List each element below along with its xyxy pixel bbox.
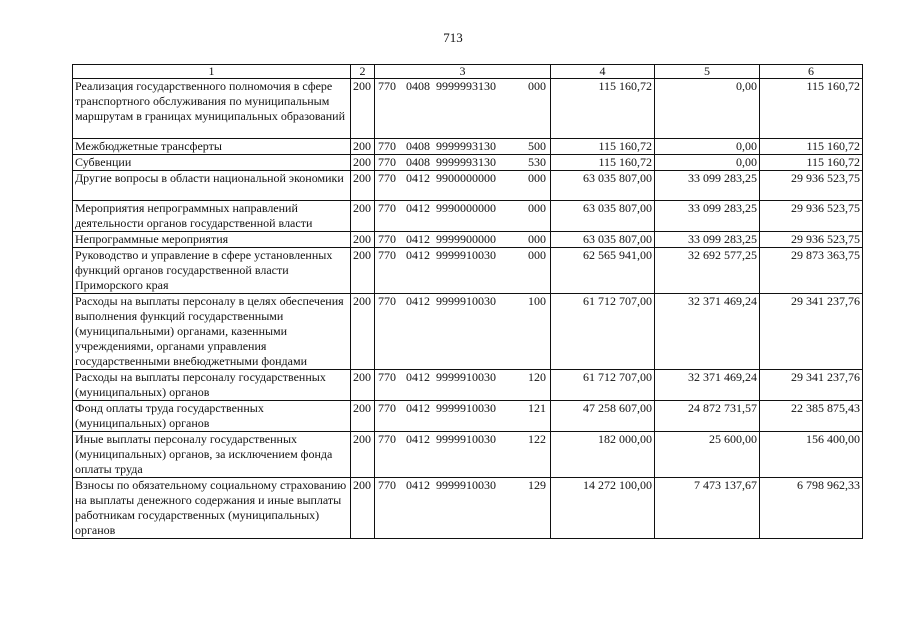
- row-ministry-code: 200: [351, 401, 375, 432]
- column-header: 4: [551, 65, 655, 79]
- row-classification-code: [375, 232, 551, 248]
- column-header: 5: [655, 65, 760, 79]
- row-subsection-code: 0408: [406, 79, 430, 93]
- row-ministry-code: 200: [351, 432, 375, 478]
- budget-table: [72, 64, 863, 539]
- row-ministry-code: 200: [351, 370, 375, 401]
- row-value-col4: 63 035 807,00: [551, 201, 655, 232]
- row-value-col6: 29 341 237,76: [760, 294, 863, 370]
- row-section-code: 770: [378, 201, 396, 215]
- row-value-col6: 29 936 523,75: [760, 171, 863, 201]
- row-kind-code: 530: [528, 155, 546, 169]
- column-header: 6: [760, 65, 863, 79]
- row-value-col5: 24 872 731,57: [655, 401, 760, 432]
- row-value-col6: 115 160,72: [760, 139, 863, 155]
- row-target-code: 9999910030: [436, 294, 496, 308]
- row-value-col5: 32 692 577,25: [655, 248, 760, 294]
- row-value-col6: 115 160,72: [760, 155, 863, 171]
- row-name: Субвенции: [73, 155, 351, 171]
- row-name: Взносы по обязательному социальному страхованию на выплаты денежного содержания и иные выплаты работникам государственных (муниципальных) органов: [73, 478, 351, 539]
- row-section-code: 770: [378, 232, 396, 246]
- table-row: [73, 155, 863, 171]
- row-value-col4: 115 160,72: [551, 155, 655, 171]
- row-classification-code: [375, 294, 551, 370]
- row-section-code: 770: [378, 248, 396, 262]
- table-row: [73, 139, 863, 155]
- row-value-col6: 156 400,00: [760, 432, 863, 478]
- row-value-col4: 14 272 100,00: [551, 478, 655, 539]
- row-value-col6: 6 798 962,33: [760, 478, 863, 539]
- row-target-code: 9999910030: [436, 248, 496, 262]
- row-subsection-code: 0412: [406, 370, 430, 384]
- table-row: [73, 478, 863, 539]
- row-name: Реализация государственного полномочия в сфере транспортного обслуживания по муниципальным маршрутам в границах муниципальных образований: [73, 79, 351, 139]
- table-row: [73, 370, 863, 401]
- row-value-col6: 115 160,72: [760, 79, 863, 139]
- row-classification-code: [375, 248, 551, 294]
- row-classification-code: [375, 370, 551, 401]
- row-section-code: 770: [378, 79, 396, 93]
- row-name: Другие вопросы в области национальной экономики: [73, 171, 351, 201]
- row-subsection-code: 0412: [406, 294, 430, 308]
- row-value-col5: 32 371 469,24: [655, 370, 760, 401]
- row-target-code: 9999900000: [436, 232, 496, 246]
- column-header: 2: [351, 65, 375, 79]
- row-target-code: 9999910030: [436, 478, 496, 492]
- row-subsection-code: 0408: [406, 139, 430, 153]
- row-value-col5: 25 600,00: [655, 432, 760, 478]
- row-subsection-code: 0412: [406, 478, 430, 492]
- row-name: Расходы на выплаты персоналу в целях обеспечения выполнения функций государственными (муниципальными) органами, казенными учреждениями, органами управления государственными внебюджетными фондами: [73, 294, 351, 370]
- row-value-col4: 61 712 707,00: [551, 370, 655, 401]
- row-kind-code: 000: [528, 201, 546, 215]
- row-value-col5: 33 099 283,25: [655, 201, 760, 232]
- row-subsection-code: 0412: [406, 232, 430, 246]
- page-number: 713: [443, 30, 463, 45]
- row-value-col4: 115 160,72: [551, 139, 655, 155]
- row-section-code: 770: [378, 171, 396, 185]
- row-kind-code: 122: [528, 432, 546, 446]
- row-value-col6: 29 936 523,75: [760, 201, 863, 232]
- column-header: 1: [73, 65, 351, 79]
- row-value-col4: 63 035 807,00: [551, 171, 655, 201]
- row-subsection-code: 0412: [406, 171, 430, 185]
- row-kind-code: 000: [528, 171, 546, 185]
- table-row: [73, 248, 863, 294]
- row-value-col4: 63 035 807,00: [551, 232, 655, 248]
- row-value-col5: 0,00: [655, 139, 760, 155]
- row-kind-code: 100: [528, 294, 546, 308]
- row-name: Межбюджетные трансферты: [73, 139, 351, 155]
- row-kind-code: 120: [528, 370, 546, 384]
- row-value-col5: 32 371 469,24: [655, 294, 760, 370]
- row-classification-code: [375, 79, 551, 139]
- row-target-code: 9900000000: [436, 171, 496, 185]
- row-value-col4: 115 160,72: [551, 79, 655, 139]
- row-value-col5: 0,00: [655, 79, 760, 139]
- row-subsection-code: 0408: [406, 155, 430, 169]
- row-kind-code: 000: [528, 232, 546, 246]
- row-kind-code: 121: [528, 401, 546, 415]
- row-section-code: 770: [378, 478, 396, 492]
- row-subsection-code: 0412: [406, 432, 430, 446]
- row-classification-code: [375, 401, 551, 432]
- row-classification-code: [375, 201, 551, 232]
- row-kind-code: 129: [528, 478, 546, 492]
- row-target-code: 9999993130: [436, 79, 496, 93]
- row-kind-code: 500: [528, 139, 546, 153]
- row-ministry-code: 200: [351, 139, 375, 155]
- row-name: Руководство и управление в сфере установленных функций органов государственной власти Приморского края: [73, 248, 351, 294]
- row-value-col5: 33 099 283,25: [655, 232, 760, 248]
- table-row: [73, 201, 863, 232]
- row-value-col6: 29 873 363,75: [760, 248, 863, 294]
- row-name: Мероприятия непрограммных направлений деятельности органов государственной власти: [73, 201, 351, 232]
- row-section-code: 770: [378, 139, 396, 153]
- row-value-col5: 0,00: [655, 155, 760, 171]
- row-ministry-code: 200: [351, 155, 375, 171]
- row-kind-code: 000: [528, 79, 546, 93]
- row-target-code: 9999910030: [436, 432, 496, 446]
- row-kind-code: 000: [528, 248, 546, 262]
- column-header: 3: [375, 65, 551, 79]
- row-subsection-code: 0412: [406, 201, 430, 215]
- row-classification-code: [375, 171, 551, 201]
- row-classification-code: [375, 432, 551, 478]
- row-target-code: 9999993130: [436, 139, 496, 153]
- row-value-col6: 29 936 523,75: [760, 232, 863, 248]
- row-name: Иные выплаты персоналу государственных (муниципальных) органов, за исключением фонда оплаты труда: [73, 432, 351, 478]
- row-name: Фонд оплаты труда государственных (муниципальных) органов: [73, 401, 351, 432]
- table-row: [73, 432, 863, 478]
- row-ministry-code: 200: [351, 171, 375, 201]
- row-subsection-code: 0412: [406, 401, 430, 415]
- table-row: [73, 232, 863, 248]
- row-name: Непрограммные мероприятия: [73, 232, 351, 248]
- row-classification-code: [375, 478, 551, 539]
- row-section-code: 770: [378, 370, 396, 384]
- table-row: [73, 401, 863, 432]
- table-row: [73, 171, 863, 201]
- row-target-code: 9999993130: [436, 155, 496, 169]
- row-value-col4: 61 712 707,00: [551, 294, 655, 370]
- row-value-col4: 182 000,00: [551, 432, 655, 478]
- row-value-col6: 22 385 875,43: [760, 401, 863, 432]
- row-value-col4: 62 565 941,00: [551, 248, 655, 294]
- header-row: [73, 65, 863, 79]
- row-subsection-code: 0412: [406, 248, 430, 262]
- table-row: [73, 79, 863, 139]
- row-ministry-code: 200: [351, 79, 375, 139]
- row-ministry-code: 200: [351, 248, 375, 294]
- row-value-col4: 47 258 607,00: [551, 401, 655, 432]
- row-classification-code: [375, 139, 551, 155]
- row-section-code: 770: [378, 155, 396, 169]
- row-target-code: 9990000000: [436, 201, 496, 215]
- table-row: [73, 294, 863, 370]
- row-ministry-code: 200: [351, 232, 375, 248]
- row-classification-code: [375, 155, 551, 171]
- row-value-col6: 29 341 237,76: [760, 370, 863, 401]
- row-ministry-code: 200: [351, 201, 375, 232]
- row-name: Расходы на выплаты персоналу государственных (муниципальных) органов: [73, 370, 351, 401]
- row-value-col5: 7 473 137,67: [655, 478, 760, 539]
- row-ministry-code: 200: [351, 478, 375, 539]
- row-section-code: 770: [378, 401, 396, 415]
- row-target-code: 9999910030: [436, 370, 496, 384]
- row-section-code: 770: [378, 432, 396, 446]
- row-target-code: 9999910030: [436, 401, 496, 415]
- row-ministry-code: 200: [351, 294, 375, 370]
- row-section-code: 770: [378, 294, 396, 308]
- row-value-col5: 33 099 283,25: [655, 171, 760, 201]
